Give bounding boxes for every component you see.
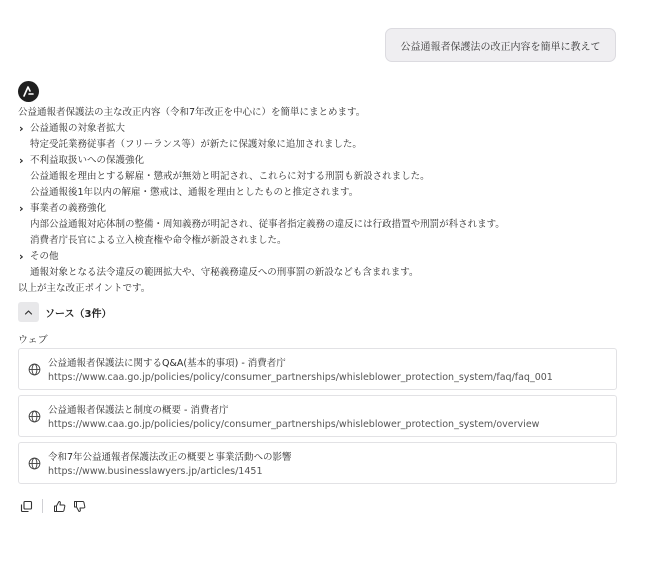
section-line: 公益通報後1年以内の解雇・懲戒は、通報を理由としたものと推定されます。 [30, 187, 359, 198]
source-url[interactable]: https://www.caa.go.jp/policies/policy/consumer_partnerships/whisleblower_protection_system/faq/faq_001 [48, 372, 553, 383]
answer-outro: 以上が主な改正ポイントです。 [18, 283, 151, 294]
like-button[interactable] [51, 498, 67, 514]
source-title: 公益通報者保護法と制度の概要 - 消費者庁 [48, 405, 229, 416]
sources-title: ソース（3件） [45, 308, 112, 320]
source-card[interactable] [18, 348, 617, 390]
section-line: 内部公益通報対応体制の整備・周知義務が明記され、従事者指定義務の違反には行政措置や刑罰が科されます。 [30, 219, 505, 230]
copy-icon [20, 500, 33, 513]
source-url[interactable]: https://www.businesslawyers.jp/articles/1451 [48, 466, 263, 477]
answer-intro: 公益通報者保護法の主な改正内容（令和7年改正を中心に）を簡単にまとめます。 [18, 107, 366, 118]
globe-icon [28, 363, 41, 376]
section-line: 公益通報を理由とする解雇・懲戒が無効と明記され、これらに対する刑罰も新設されました。 [30, 171, 430, 182]
source-title: 令和7年公益通報者保護法改正の概要と事業活動への影響 [48, 452, 292, 463]
assistant-logo-icon [18, 81, 39, 102]
section-heading: › 不利益取扱いへの保護強化 [18, 153, 618, 169]
user-message-bubble [385, 28, 616, 62]
globe-icon [28, 410, 41, 423]
thumbs-up-icon [53, 500, 66, 513]
thumbs-down-icon [73, 500, 86, 513]
source-card[interactable] [18, 442, 617, 484]
globe-icon [28, 457, 41, 470]
chevron-up-icon[interactable] [18, 302, 39, 322]
source-title: 公益通報者保護法に関するQ&A(基本的事項) - 消費者庁 [48, 358, 286, 369]
dislike-button[interactable] [71, 498, 87, 514]
section-heading: › その他 [18, 249, 618, 265]
section-line: 通報対象となる法令違反の範囲拡大や、守秘義務違反への刑事罰の新設なども含まれます。 [30, 267, 419, 278]
web-section-label: ウェブ [18, 335, 48, 346]
section-heading: › 公益通報の対象者拡大 [18, 121, 618, 137]
copy-button[interactable] [18, 498, 34, 514]
user-message-text: 公益通報者保護法の改正内容を簡単に教えて [400, 41, 601, 53]
action-divider [42, 499, 43, 513]
assistant-answer [18, 105, 618, 297]
source-url[interactable]: https://www.caa.go.jp/policies/policy/consumer_partnerships/whisleblower_protection_system/overview [48, 419, 540, 430]
section-heading: › 事業者の義務強化 [18, 201, 618, 217]
message-actions [18, 497, 87, 515]
section-line: 特定受託業務従事者（フリーランス等）が新たに保護対象に追加されました。 [30, 139, 362, 150]
sources-header[interactable] [18, 302, 111, 322]
section-line: 消費者庁長官による立入検査権や命令権が新設されました。 [30, 235, 287, 246]
source-card[interactable] [18, 395, 617, 437]
